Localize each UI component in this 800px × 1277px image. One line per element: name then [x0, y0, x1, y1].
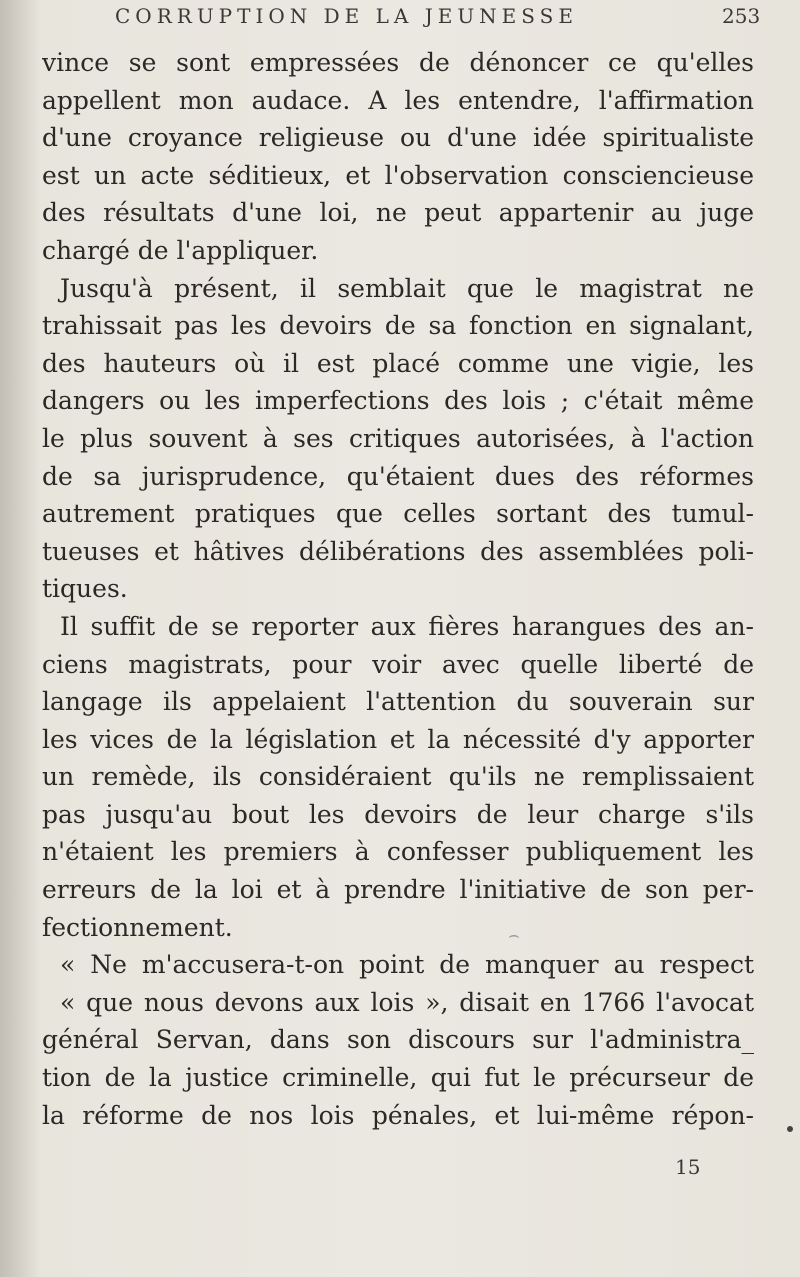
text-line: d'une croyance religieuse ou d'une idée spiritualiste [42, 123, 754, 153]
text-line: n'étaient les premiers à confesser publiquement les [42, 837, 754, 867]
text-line: trahissait pas les devoirs de sa fonction en signalant, [42, 311, 754, 341]
text-line: langage ils appelaient l'attention du souverain sur [42, 687, 754, 717]
text-line: vince se sont empressées de dénoncer ce qu'elles [42, 48, 754, 77]
text-line: chargé de l'appliquer. [42, 235, 319, 265]
text-line: tion de la justice criminelle, qui fut le précurseur de [42, 1063, 754, 1093]
running-title: CORRUPTION DE LA JEUNESSE [115, 4, 578, 28]
page-number: 253 [722, 4, 761, 28]
text-line: les vices de la législation et la nécessité d'y apporter [42, 724, 754, 754]
text-line: ciens magistrats, pour voir avec quelle liberté de [42, 649, 754, 679]
text-line: est un acte séditieux, et l'observation consciencieuse [42, 160, 754, 190]
text-line: fectionnement. [42, 912, 233, 942]
text-line: général Servan, dans son discours sur l'administra_ [42, 1025, 754, 1055]
text-line: Il suffit de se reporter aux fières harangues des an- [60, 611, 754, 641]
text-line: tueuses et hâtives délibérations des assemblées poli- [42, 536, 754, 566]
text-line: « que nous devons aux lois », disait en 1766 l'avocat [60, 987, 754, 1017]
text-line: un remède, ils considéraient qu'ils ne remplissaient [42, 762, 754, 792]
text-line: « Ne m'accusera-t-on point de manquer au respect [60, 950, 754, 980]
text-line: dangers ou les imperfections des lois ; c'était même [42, 386, 754, 416]
ink-speck [787, 1126, 793, 1132]
text-line: appellent mon audace. A les entendre, l'affirmation [42, 85, 754, 115]
body-text [42, 44, 754, 1134]
text-line: la réforme de nos lois pénales, et lui-même répon- [42, 1100, 754, 1130]
text-line: Jusqu'à présent, il semblait que le magistrat ne [60, 273, 754, 303]
text-line: des résultats d'une loi, ne peut appartenir au juge [42, 198, 754, 228]
binding-gutter-shadow [0, 0, 40, 1277]
signature-mark: 15 [675, 1155, 701, 1179]
text-line: erreurs de la loi et à prendre l'initiative de son per- [42, 875, 754, 905]
text-line: des hauteurs où il est placé comme une vigie, les [42, 348, 754, 378]
text-line: le plus souvent à ses critiques autorisées, à l'action [42, 423, 754, 453]
ink-mark: ⌢ [508, 925, 520, 946]
running-head [0, 4, 800, 34]
text-line: tiques. [42, 574, 128, 604]
text-line: autrement pratiques que celles sortant des tumul- [42, 499, 754, 529]
text-line: pas jusqu'au bout les devoirs de leur charge s'ils [42, 799, 754, 829]
text-line: de sa jurisprudence, qu'étaient dues des réformes [42, 461, 754, 491]
